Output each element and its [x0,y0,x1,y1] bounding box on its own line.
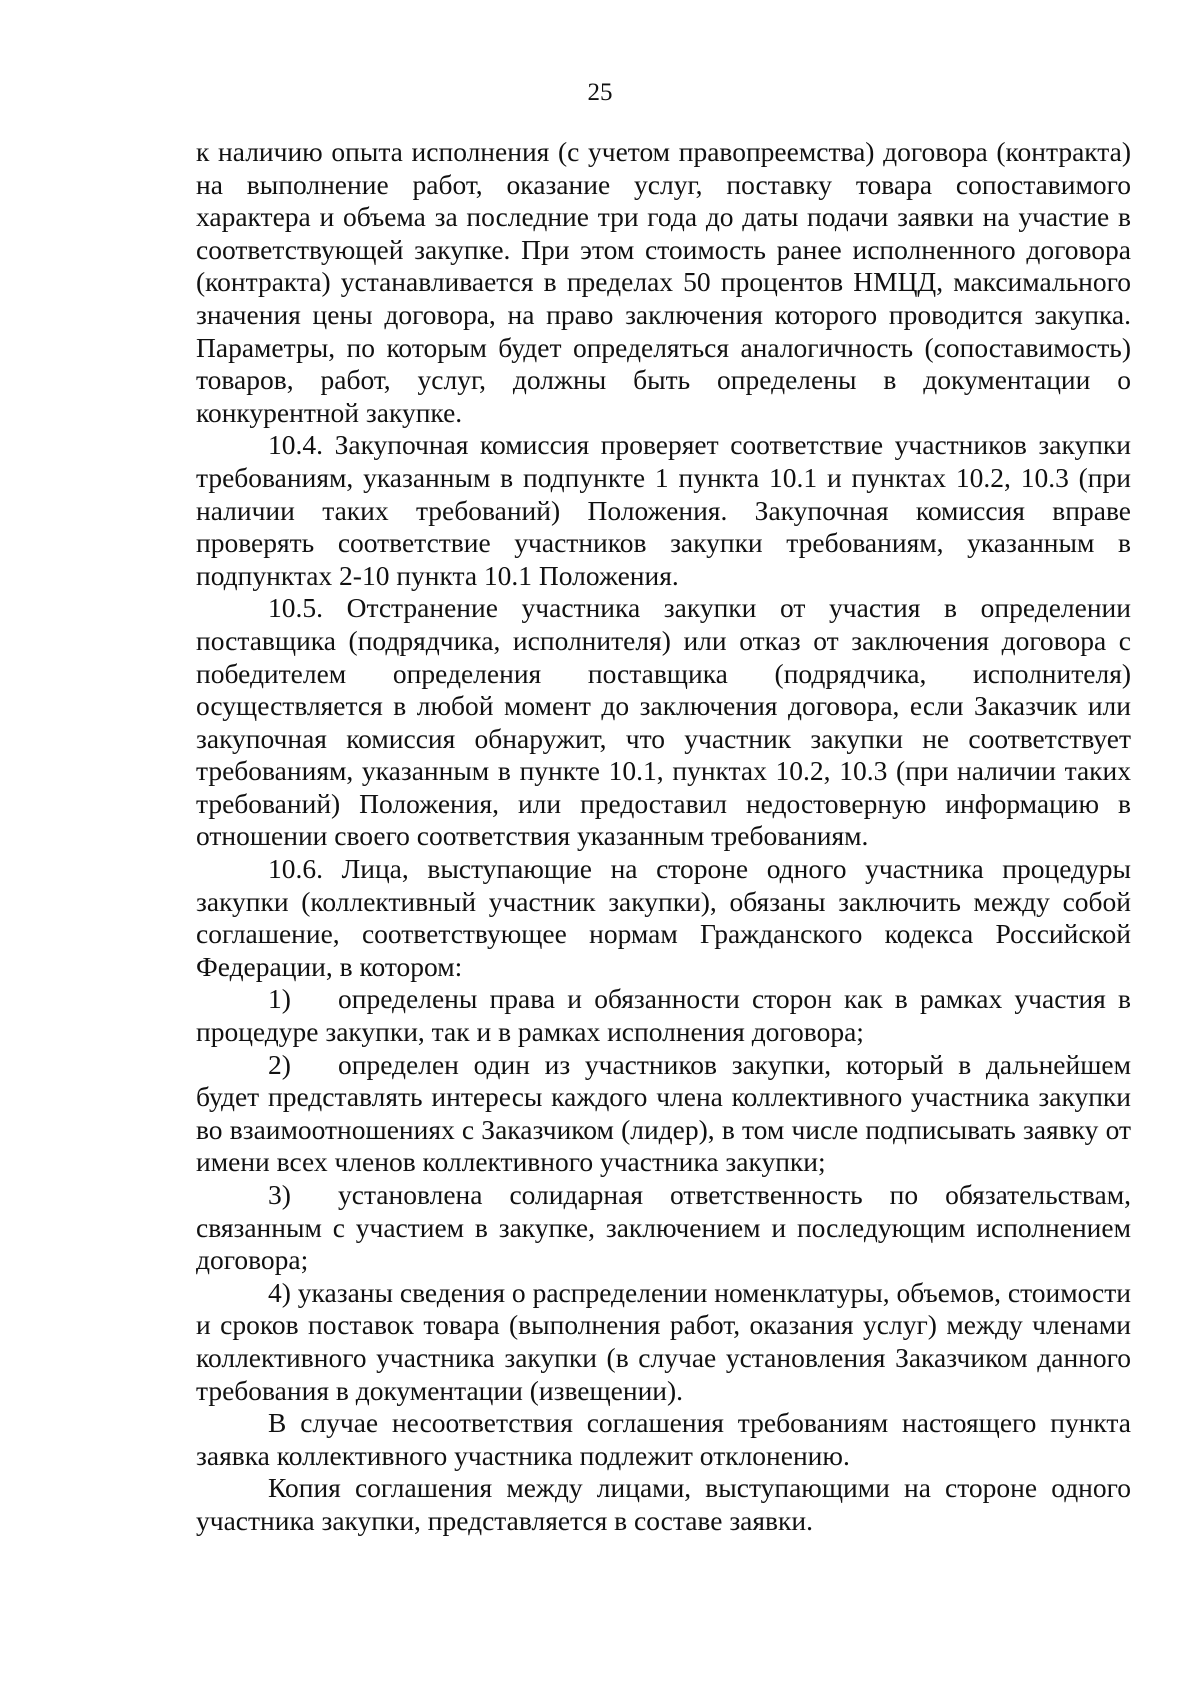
list-item-number: 2) [268,1048,291,1080]
list-item [196,1049,1131,1179]
paragraph-agreement-copy: Копия соглашения между лицами, выступающими на стороне одного участника закупки, представляется в составе заявки. [196,1472,1131,1536]
list-item-text: установлена солидарная ответственность по обязательствам, связанным с участием в закупке, заключением и последующим исполнением договора; [196,1179,1131,1276]
page-number: 25 [587,79,613,106]
list-item [196,983,1131,1048]
paragraph-10-4: 10.4. Закупочная комиссия проверяет соответствие участников закупки требованиям, указанным в подпункте 1 пункта 10.1 и пунктах 10.2, 10.3 (при наличии таких требований) Положения. Закупочная комиссия вправе проверять соответствие участников закупки требованиям, указанным в подпунктах 2-10 пункта 10.1 Положения. [196,429,1131,591]
paragraph-rejection: В случае несоответствия соглашения требованиям настоящего пункта заявка коллективного участника подлежит отклонению. [196,1407,1131,1471]
paragraph-10-5: 10.5. Отстранение участника закупки от участия в определении поставщика (подрядчика, исполнителя) или отказ от заключения договора с победителем определения поставщика (подрядчика, исполнителя) осуществляется в любой момент до заключения договора, если Заказчик или закупочная комиссия обнаружит, что участник закупки не соответствует требованиям, указанным в пункте 10.1, пунктах 10.2, 10.3 (при наличии таких требований) Положения, или предоставил недостоверную информацию в отношении своего соответствия указанным требованиям. [196,592,1131,852]
document-body [196,136,1131,1538]
paragraph-10-6: 10.6. Лица, выступающие на стороне одного участника процедуры закупки (коллективный участник закупки), обязаны заключить между собой соглашение, соответствующее нормам Гражданского кодекса Российской Федерации, в котором: [196,853,1131,982]
list-item-number: 3) [268,1179,291,1210]
list-item-number: 1) [268,983,291,1015]
list-item-text: определены права и обязанности сторон как в рамках участия в процедуре закупки, так и в рамках исполнения договора; [196,983,1131,1048]
list-item [196,1179,1131,1277]
paragraph-continuation: к наличию опыта исполнения (с учетом правопреемства) договора (контракта) на выполнение работ, оказание услуг, поставку товара сопоставимого характера и объема за последние три года до даты подачи заявки на участие в соответствующей закупке. При этом стоимость ранее исполненного договора (контракта) устанавливается в пределах 50 процентов НМЦД, максимального значения цены договора, на право заключения которого проводится закупка. Параметры, по которым будет определяться аналогичность (сопоставимость) товаров, работ, услуг, должны быть определены в документации о конкурентной закупке. [196,136,1131,428]
list-item-4: 4) указаны сведения о распределении номенклатуры, объемов, стоимости и сроков поставок товара (выполнения работ, оказания услуг) между членами коллективного участника закупки (в случае установления Заказчиком данного требования в документации (извещении). [196,1276,1131,1406]
list-item-text: определен один из участников закупки, который в дальнейшем будет представлять интересы каждого члена коллективного участника закупки во взаимоотношениях с Заказчиком (лидер), в том числе подписывать заявку от имени всех членов коллективного участника закупки; [196,1048,1131,1178]
